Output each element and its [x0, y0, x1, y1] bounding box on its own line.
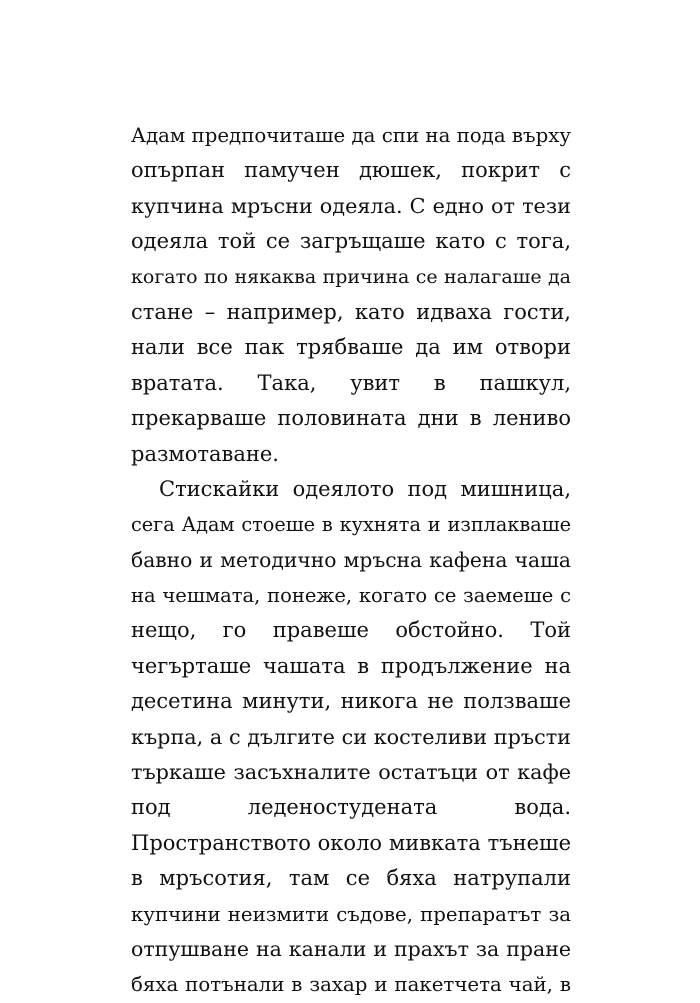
text-line: опърпан памучен дюшек, покрит с — [131, 158, 571, 183]
text-line: Стискайки одеялото под мишница, — [159, 476, 571, 501]
text-line: чегърташе чашата в продължение на — [131, 653, 571, 678]
paragraph-2 — [131, 472, 571, 1003]
text-line: одеяла той се загръщаше като с тога, — [131, 229, 571, 254]
paragraph-1 — [131, 118, 571, 472]
text-line: Адам предпочиташе да спи на пода върху — [131, 124, 571, 147]
text-line: в мръсотия, там се бяха натрупали — [131, 866, 571, 891]
text-line: на чешмата, понеже, когато се заемеше с — [131, 584, 571, 608]
text-line: Пространството около мивката тънеше — [131, 830, 571, 855]
text-line: купчина мръсни одеяла. С едно от тези — [131, 193, 571, 218]
text-line: отпушване на канали и прахът за пране — [131, 936, 571, 961]
body-text — [131, 118, 571, 1003]
text-line: нещо, го правеше обстойно. Той — [131, 618, 571, 643]
text-line: вратата. Така, увит в пашкул, — [131, 370, 571, 395]
text-line: бавно и методично мръсна кафена чаша — [131, 547, 571, 572]
text-line: сега Адам стоеше в кухнята и изплакваше — [131, 513, 571, 537]
text-line: кърпа, а с дългите си костеливи пръсти — [131, 724, 571, 749]
text-line: прекарваше половината дни в лениво — [131, 406, 571, 431]
text-line: купчини неизмити съдове, препаратът за — [131, 902, 571, 926]
text-line: търкаше засъхналите остатъци от кафе — [131, 760, 571, 785]
text-line: десетина минути, никога не ползваше — [131, 689, 571, 714]
text-line: нали все пак трябваше да им отвори — [131, 335, 571, 360]
text-line: когато по някаква причина се налагаше да — [131, 265, 571, 288]
text-line: размотаване. — [131, 441, 279, 466]
text-line: стане – например, като идваха гости, — [131, 299, 571, 324]
text-line: бяха потънали в захар и пакетчета чай, в — [131, 973, 571, 997]
text-line: под леденостудената вода. — [131, 795, 571, 820]
